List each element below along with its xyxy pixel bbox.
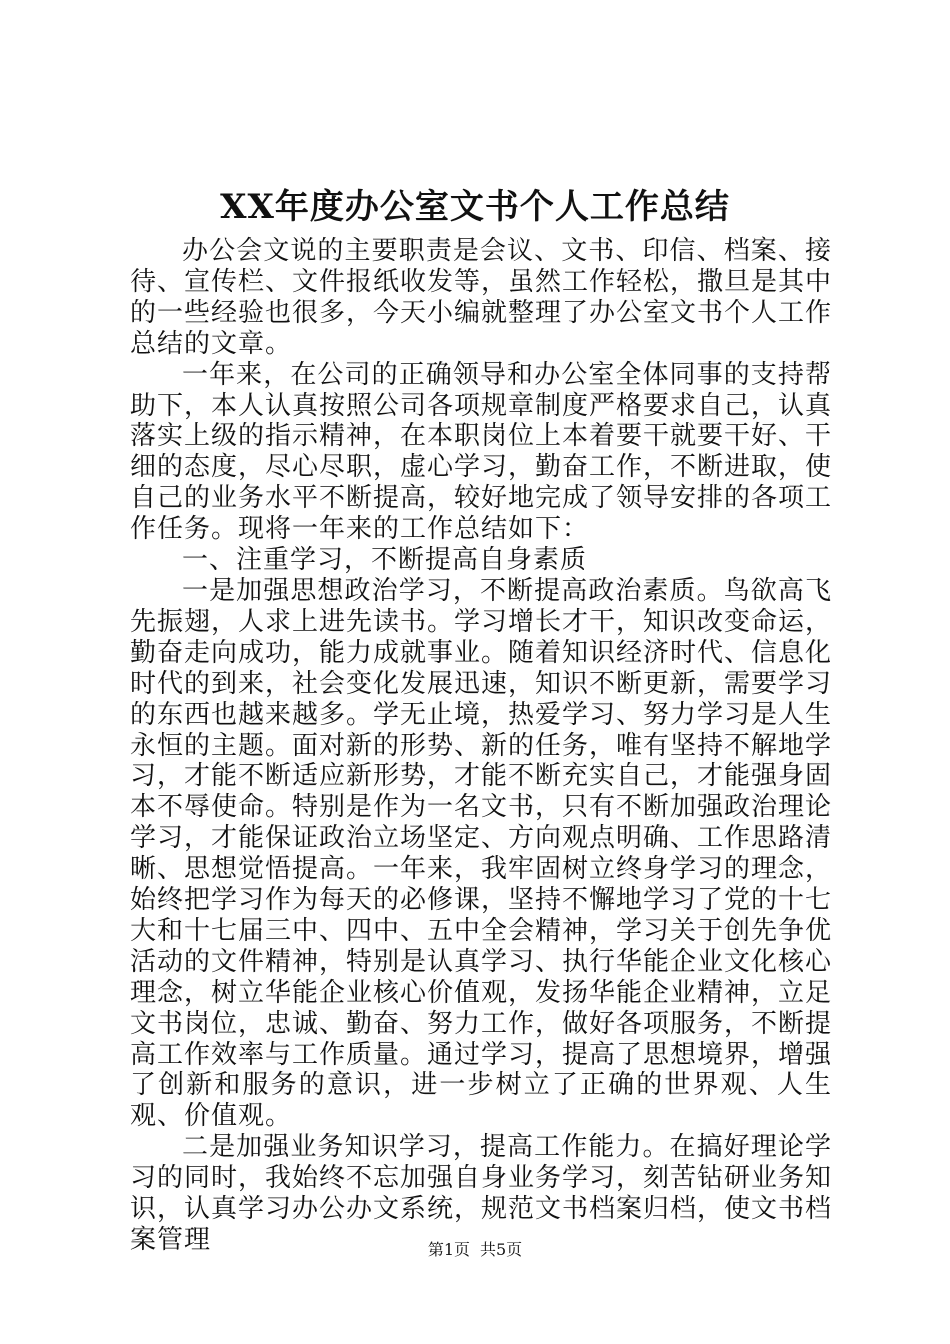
document-body [130, 236, 832, 1256]
paragraph-intro: 办公会文说的主要职责是会议、文书、印信、档案、接待、宣传栏、文件报纸收发等，虽然工作轻松，撒旦是其中的一些经验也很多，今天小编就整理了办公室文书个人工作总结的文章。 [130, 236, 833, 359]
page-footer [0, 1240, 950, 1260]
paragraph-overview: 一年来，在公司的正确领导和办公室全体同事的支持帮助下，本人认真按照公司各项规章制度严格要求自己，认真落实上级的指示精神，在本职岗位上本着要干就要干好、干细的态度，尽心尽职，虚心学习，勤奋工作，不断进取，使自己的业务水平不断提高，较好地完成了领导安排的各项工作任务。现将一年来的工作总结如下： [130, 359, 833, 545]
section-heading-study: 一、注重学习，不断提高自身素质 [182, 545, 588, 576]
paragraph-business-study: 二是加强业务知识学习，提高工作能力。在搞好理论学习的同时，我始终不忘加强自身业务学习，刻苦钻研业务知识，认真学习办公办文系统，规范文书档案归档，使文书档案管理 [130, 1132, 833, 1255]
page-total: 共5页 [480, 1240, 523, 1259]
page-number: 第1页 [427, 1240, 470, 1259]
paragraph-political-study: 一是加强思想政治学习，不断提高政治素质。鸟欲高飞先振翅，人求上进先读书。学习增长才干，知识改变命运，勤奋走向成功，能力成就事业。随着知识经济时代、信息化时代的到来，社会变化发展迅速，知识不断更新，需要学习的东西也越来越多。学无止境，热爱学习、努力学习是人生永恒的主题。面对新的形势、新的任务，唯有坚持不解地学习，才能不断适应新形势，才能不断充实自己，才能强身固本不辱使命。特别是作为一名文书，只有不断加强政治理论学习，才能保证政治立场坚定、方向观点明确、工作思路清晰、思想觉悟提高。一年来，我牢固树立终身学习的理念，始终把学习作为每天的必修课，坚持不懈地学习了党的十七大和十七届三中、四中、五中全会精神，学习关于创先争优活动的文件精神，特别是认真学习、执行华能企业文化核心理念，树立华能企业核心价值观，发扬华能企业精神，立足文书岗位，忠诚、勤奋、努力工作，做好各项服务，不断提高工作效率与工作质量。通过学习，提高了思想境界，增强了创新和服务的意识，进一步树立了正确的世界观、人生观、价值观。 [130, 575, 833, 1132]
document-title: XX年度办公室文书个人工作总结 [220, 187, 730, 227]
